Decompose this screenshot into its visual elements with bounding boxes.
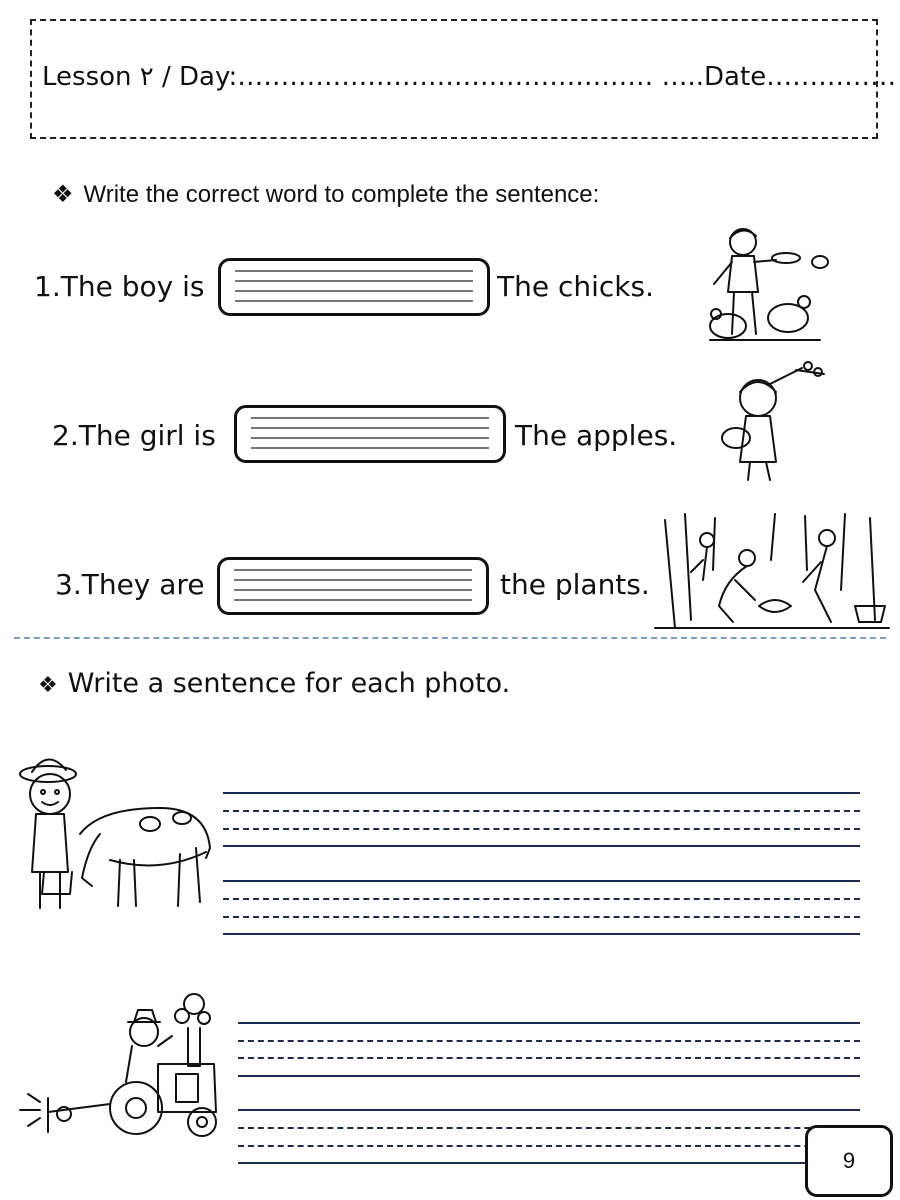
item1-answer-box[interactable] [218, 258, 490, 316]
item1-after: The chicks. [497, 270, 654, 303]
sentence-writing-area-1[interactable] [223, 788, 860, 938]
bullet-icon: ❖ [52, 181, 74, 208]
bullet-icon: ❖ [38, 673, 58, 698]
section2-instruction [38, 668, 510, 699]
item2-after: The apples. [515, 419, 678, 452]
section-divider [14, 637, 886, 639]
farmer-on-tractor-icon [8, 992, 223, 1142]
item2-before: 2.The girl is [52, 419, 216, 452]
boy-feeding-chicks-icon [700, 222, 835, 344]
section1-instruction [52, 180, 599, 209]
section2-instruction-text: Write a sentence for each photo. [67, 668, 511, 699]
section1-instruction-text: Write the correct word to complete the sentence: [83, 181, 600, 208]
item3-answer-box[interactable] [217, 557, 489, 615]
item3-after: the plants. [500, 568, 650, 601]
item1-before: 1.The boy is [34, 270, 205, 303]
sentence-writing-area-2[interactable] [238, 1018, 798, 1168]
page-number: 9 [805, 1125, 893, 1197]
item3-before: 3.They are [55, 568, 205, 601]
farmer-with-cow-icon [10, 748, 215, 913]
item2-answer-box[interactable] [234, 405, 506, 463]
girl-picking-apples-icon [712, 362, 832, 487]
lesson-header: Lesson ٢ / Day:………………………………………… …..Date…………… [42, 62, 897, 92]
people-planting-icon [655, 510, 889, 632]
